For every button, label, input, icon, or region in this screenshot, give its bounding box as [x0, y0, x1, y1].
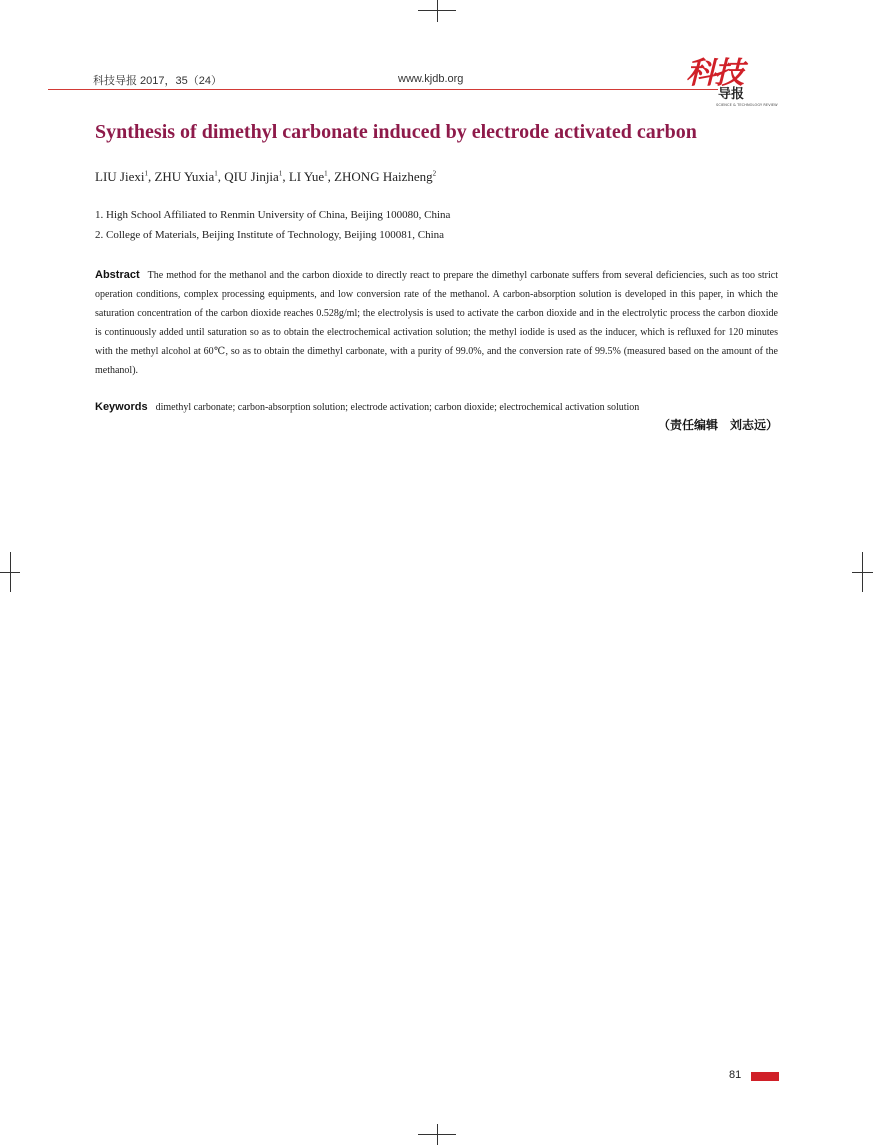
author-aff: 1 — [214, 169, 218, 178]
author-aff: 1 — [324, 169, 328, 178]
author-name: LI Yue — [288, 169, 325, 184]
crop-mark-top-v — [437, 0, 438, 22]
affiliation-1: 1. High School Affiliated to Renmin University of China, Beijing 100080, China — [95, 209, 451, 221]
editor-credit: （责任编辑 刘志远） — [657, 418, 778, 432]
keywords-label: Keywords — [95, 401, 148, 413]
author-name: ZHONG Haizheng — [334, 169, 433, 184]
abstract-text: The method for the methanol and the carbon dioxide to directly react to prepare the dimethyl carbonate suffers from several deficiencies, such as too strict operation conditions, complex processing equipments, and low conversion rate of the methanol. A carbon-absorption solution is developed in this paper, in which the saturation concentration of the carbon dioxide reaches 0.528g/ml; the electrolysis is used to activate the carbon dioxide and in the electrolytic process the carbon dioxide is continuously added until saturation so as to obtain the electrochemical activation solution; the methyl iodide is used as the inducer, which is refluxed for 120 minutes with the methyl alcohol at 60℃, so as to obtain the dimethyl carbonate, with a purity of 99.0%, and the conversion rate of 99.5% (measured based on the amount of the methanol). — [95, 270, 778, 376]
page-number: 81 — [729, 1069, 742, 1081]
author-aff: 1 — [278, 169, 283, 178]
page-number-bar — [751, 1072, 779, 1081]
crop-mark-bottom-v — [437, 1124, 438, 1145]
keywords-text: dimethyl carbonate; carbon-absorption solution; electrode activation; carbon dioxide; electrochemical activation solution — [155, 402, 640, 413]
author-name: ZHU Yuxia — [154, 169, 215, 184]
logo-cn-large: 科技 — [686, 56, 742, 91]
journal-url[interactable]: www.kjdb.org — [398, 73, 464, 85]
author-list: LIU Jiexi$^1$, ZHU Yuxia$^1$, QIU Jinjia$^1$, LI Yue$^1$, ZHONG Haizheng$^2$ — [95, 169, 437, 184]
logo-en: SCIENCE & TECHNOLOGY REVIEW — [716, 103, 778, 107]
journal-logo — [686, 58, 782, 110]
abstract-label: Abstract — [95, 269, 140, 281]
keywords — [95, 399, 778, 416]
author-aff: 1 — [144, 169, 148, 178]
crop-mark-left-v — [10, 552, 11, 592]
author-name: LIU Jiexi — [95, 169, 145, 184]
logo-cn-small: 导报 — [718, 87, 745, 102]
article-title: Synthesis of dimethyl carbonate induced by electrode activated carbon — [95, 121, 697, 143]
crop-mark-right-v — [862, 552, 863, 592]
abstract — [95, 266, 778, 380]
header-rule — [48, 89, 718, 90]
author-name: QIU Jinjia — [224, 169, 279, 184]
journal-issue: 科技导报 2017，35（24） — [93, 75, 222, 87]
affiliation-2: 2. College of Materials, Beijing Institute of Technology, Beijing 100081, China — [95, 229, 445, 241]
author-aff: 2 — [432, 169, 437, 178]
